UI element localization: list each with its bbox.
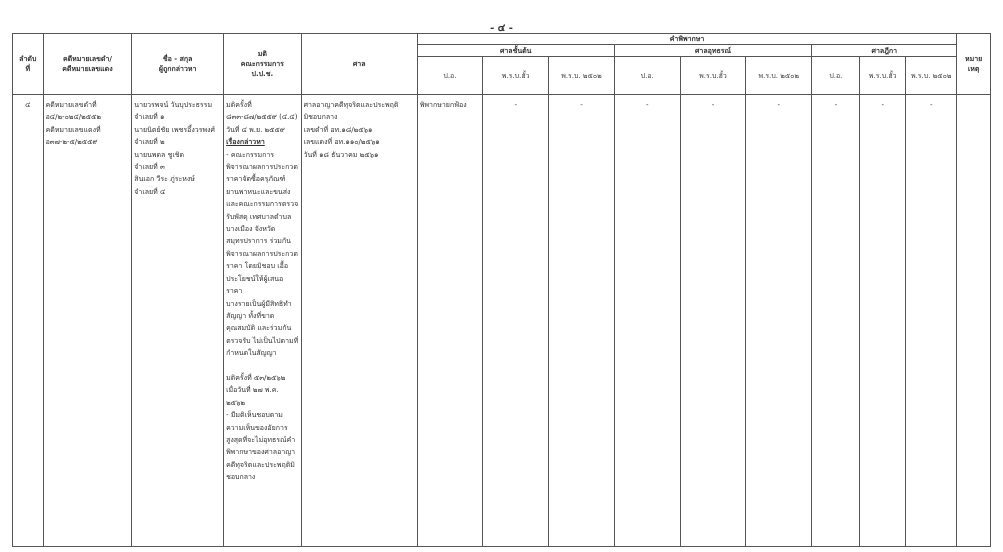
header-remark: หมาย เหตุ [957, 34, 991, 95]
row-no: ๔ [13, 95, 44, 547]
header-appeal-hua: พ.ร.บ.ฮั้ว [680, 57, 745, 95]
row-appeal-hua: - [680, 95, 745, 547]
row-case-no [43, 95, 132, 547]
header-supreme-hua: พ.ร.บ.ฮั้ว [860, 57, 906, 95]
row-appeal-po: - [614, 95, 680, 547]
header-resolution: มติ คณะกรรมการ ป.ป.ช. [224, 34, 302, 95]
header-first-po: ป.อ. [417, 57, 482, 95]
header-court-first: ศาลชั้นต้น [417, 45, 614, 57]
row-supreme-po: - [812, 95, 860, 547]
court-text: ศาลอาญาคดีทุจริตและประพฤติ มิชอบกลาง เลขดำที่ อท.๑๘/๒๕๖๑ เลขแดงที่ อท.๑๑๐/๒๕๖๑ วันที่ ๑๘ ธันวาคม ๒๕๖๑ [303, 101, 399, 159]
row-supreme-2502: - [906, 95, 957, 547]
header-court-appeal: ศาลอุทธรณ์ [614, 45, 812, 57]
header-no: ลำดับ ที่ [13, 34, 44, 95]
header-appeal-2502: พ.ร.บ. ๒๕๐๒ [746, 57, 812, 95]
defendants-text: นายวรพจน์ วันบุประธรรม จำเลยที่ ๑ นายนิตย์ชัย เพชรอึ้งวรพงศ์ จำเลยที่ ๒ นายนพดล ชูเชิด จำเลยที่ ๓ สินเอก วีระ ภู่ระหงษ์ จำเลยที่ ๔ [134, 101, 215, 196]
header-first-2502: พ.ร.บ. ๒๕๐๒ [549, 57, 614, 95]
resolution-subject: เรื่องกล่าวหา [226, 138, 265, 147]
row-supreme-hua: - [860, 95, 906, 547]
row-first-po: พิพากษายกฟ้อง [417, 95, 482, 547]
row-first-2502: - [549, 95, 614, 547]
header-supreme-po: ป.อ. [812, 57, 860, 95]
row-remark [957, 95, 991, 547]
header-judgment: คำพิพากษา [417, 34, 956, 45]
case-no-text: คดีหมายเลขดำที่ อ๔/๒-๐๒๔/๒๕๕๒ คดีหมายเลขแดงที่ อ๓๗-๒-๕/๒๕๕๙ [45, 101, 101, 147]
header-case-no: คดีหมายเลขดำ/ คดีหมายเลขแดง [43, 34, 132, 95]
resolution-text-2: - คณะกรรมการ พิจารณาผลการประกวด ราคาจัดซื้อครุภัณฑ์ ยานพาหนะและขนส่ง และคณะกรรมการตรวจ รับพัสดุ เทศบาลตำบล บางเมือง จังหวัด สมุทรปราการ ร่วมกัน พิจารณาผลการประกวด ราคา โดยมิชอบ เอื้อ ประโยชน์ให้ผู้เสนอราคา บางรายเป็นผู้มีสิทธิทำ สัญญา ทั้งที่ขาด คุณสมบัติ และร่วมกัน ตรวจรับ ไม่เป็นไปตามที่ กำหนดในสัญญา มติครั้งที่ ๕๓/๒๕๖๒ เมื่อวันที่ ๒๗ พ.ค. ๒๕๖๒ - มีมติเห็นชอบตาม ความเห็นของอัยการ สูงสุดที่จะไม่อุทธรณ์คำ พิพากษาของศาลอาญา คดีทุจริตและประพฤติมิ ชอบกลาง [226, 150, 299, 482]
row-name [132, 95, 224, 547]
row-first-hua: - [483, 95, 549, 547]
row-appeal-2502: - [746, 95, 812, 547]
case-table [12, 33, 991, 547]
table-row [13, 95, 991, 547]
header-first-hua: พ.ร.บ.ฮั้ว [483, 57, 549, 95]
header-name: ชื่อ - สกุล ผู้ถูกกล่าวหา [132, 34, 224, 95]
page-number: - ๔ - [490, 23, 513, 34]
header-court: ศาล [301, 34, 417, 95]
header-court-supreme: ศาลฎีกา [812, 45, 957, 57]
row-court [301, 95, 417, 547]
row-resolution [224, 95, 302, 547]
header-appeal-po: ป.อ. [614, 57, 680, 95]
resolution-text-1: มติครั้งที่ ๘๓๓-๘๗/๒๕๕๙ (๔.๔) วันที่ ๔ พ.ย. ๒๕๕๙ [226, 101, 298, 134]
header-supreme-2502: พ.ร.บ. ๒๕๐๒ [906, 57, 957, 95]
